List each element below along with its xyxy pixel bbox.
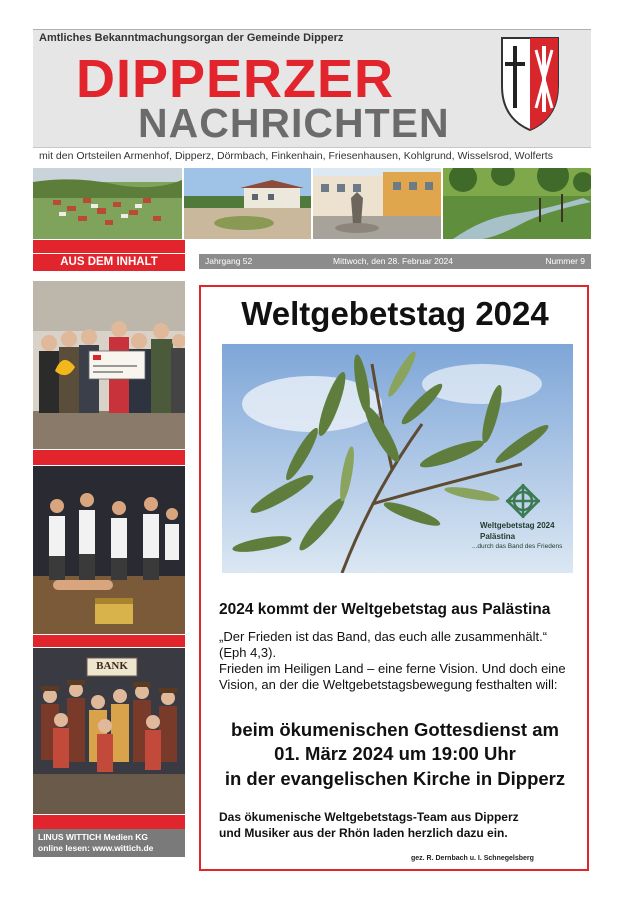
event-line: beim ökumenischen Gottesdienst am [231,719,559,740]
issue-number: Nummer 9 [545,256,585,266]
event-location: in der evangelischen Kirche in Dipperz [224,768,566,789]
bank-sign-text: BANK [96,660,128,672]
masthead-top-rule [33,29,591,30]
coat-of-arms-icon [500,36,560,132]
image-caption-title: Weltgebetstag 2024 [480,521,555,530]
districts-line: mit den Ortsteilen Armenhof, Dipperz, Dörmbach, Finkenhain, Friesenhausen, Kohlgrund, Wisselsrod, Wolferts [39,150,553,162]
stage-show-photo [33,466,185,634]
theater-group-photo [33,648,185,814]
village-photo [33,168,182,239]
issue-bar [199,254,591,269]
invitation-line: Das ökumenische Weltgebetstags-Team aus Dipperz [219,810,519,824]
issue-year: Jahrgang 52 [205,256,253,266]
image-caption-country: Palästina [480,532,516,541]
fountain-photo [313,168,441,239]
event-date-time: 01. März 2024 um 19:00 Uhr [274,743,516,764]
accent-bar [33,450,185,465]
article-headline: Weltgebetstag 2024 [241,295,549,332]
body-text-line: Frieden im Heiligen Land – eine ferne Vision. Und doch eine [219,661,566,676]
publisher-website[interactable]: online lesen: www.wittich.de [38,843,154,853]
image-caption-motto: ...durch das Band des Friedens [472,543,563,550]
table-of-contents-label: AUS DEM INHALT [33,254,185,271]
olive-branch-image [222,344,573,573]
bible-reference: (Eph 4,3). [219,645,277,660]
bible-quote: „Der Frieden ist das Band, das euch alle zusammenhält.“ [219,629,548,644]
check-handover-photo [33,281,185,449]
title-nachrichten: NACHRICHTEN [138,100,450,146]
community-hall-photo [184,168,311,239]
signature-line: gez. R. Dernbach u. I. Schnegelsberg [411,855,534,862]
publisher-name: LINUS WITTICH Medien KG [38,832,149,842]
invitation-line: und Musiker aus der Rhön laden herzlich dazu ein. [219,826,508,840]
issue-date: Mittwoch, den 28. Februar 2024 [333,256,454,266]
accent-bar [33,635,185,647]
accent-bar [33,240,185,253]
official-line: Amtliches Bekanntmachungsorgan der Gemeinde Dipperz [39,32,344,44]
title-dipperzer: DIPPERZER [76,49,395,109]
stream-photo [443,168,591,239]
article-subheadline: 2024 kommt der Weltgebetstag aus Palästina [219,601,551,618]
publisher-box [33,829,185,857]
accent-bar [33,815,185,829]
body-text-line: Vision, an der die Weltgebetstagsbewegung festhalten will: [219,677,558,692]
